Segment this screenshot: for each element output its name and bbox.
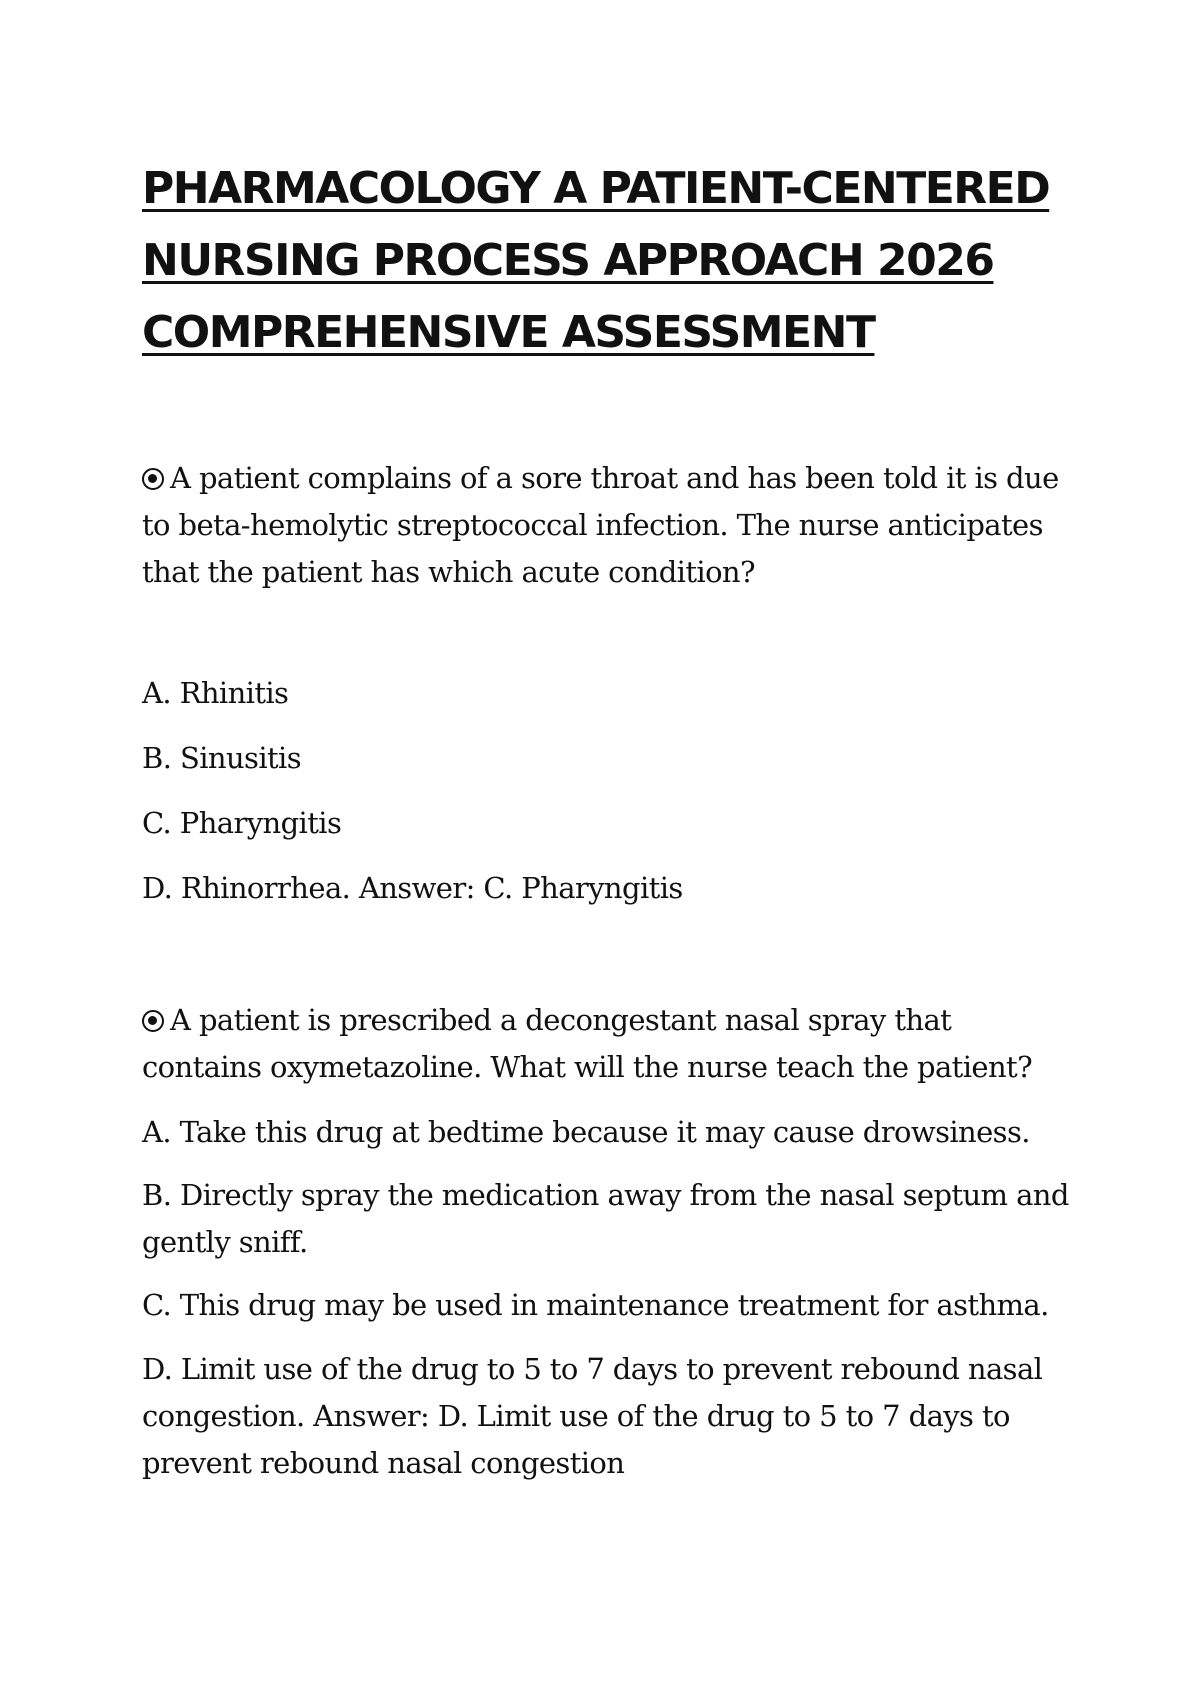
question-1-option-c: C. Pharyngitis bbox=[142, 806, 342, 840]
question-1-option-d: D. Rhinorrhea. Answer: C. Pharyngitis bbox=[142, 871, 683, 905]
question-1-option-a: A. Rhinitis bbox=[142, 676, 289, 710]
radio-bullet-icon bbox=[142, 1010, 164, 1032]
question-2-option-a: A. Take this drug at bedtime because it may cause drowsiness. bbox=[142, 1115, 1030, 1149]
title-line-3: COMPREHENSIVE ASSESSMENT bbox=[142, 307, 875, 358]
document-title bbox=[142, 153, 1102, 369]
question-1-option-b: B. Sinusitis bbox=[142, 741, 302, 775]
question-1-text: A patient complains of a sore throat and has been told it is due to beta-hemolytic streptococcal infection. The nurse anticipates that the patient has which acute condition? bbox=[142, 461, 1059, 589]
radio-bullet-icon bbox=[142, 468, 164, 490]
question-2-option-c: C. This drug may be used in maintenance treatment for asthma. bbox=[142, 1288, 1049, 1322]
title-line-1: PHARMACOLOGY A PATIENT-CENTERED bbox=[142, 163, 1050, 214]
question-2-text: A patient is prescribed a decongestant nasal spray that contains oxymetazoline. What will the nurse teach the patient? bbox=[142, 1003, 1033, 1084]
question-2-stem bbox=[142, 997, 1072, 1091]
title-line-2: NURSING PROCESS APPROACH 2026 bbox=[142, 235, 994, 286]
question-2-option-d: D. Limit use of the drug to 5 to 7 days to prevent rebound nasal congestion. Answer: D. Limit use of the drug to 5 to 7 days to prevent rebound nasal congestion bbox=[142, 1352, 1043, 1480]
question-1-stem bbox=[142, 455, 1072, 596]
question-2-option-b: B. Directly spray the medication away from the nasal septum and gently sniff. bbox=[142, 1178, 1069, 1259]
